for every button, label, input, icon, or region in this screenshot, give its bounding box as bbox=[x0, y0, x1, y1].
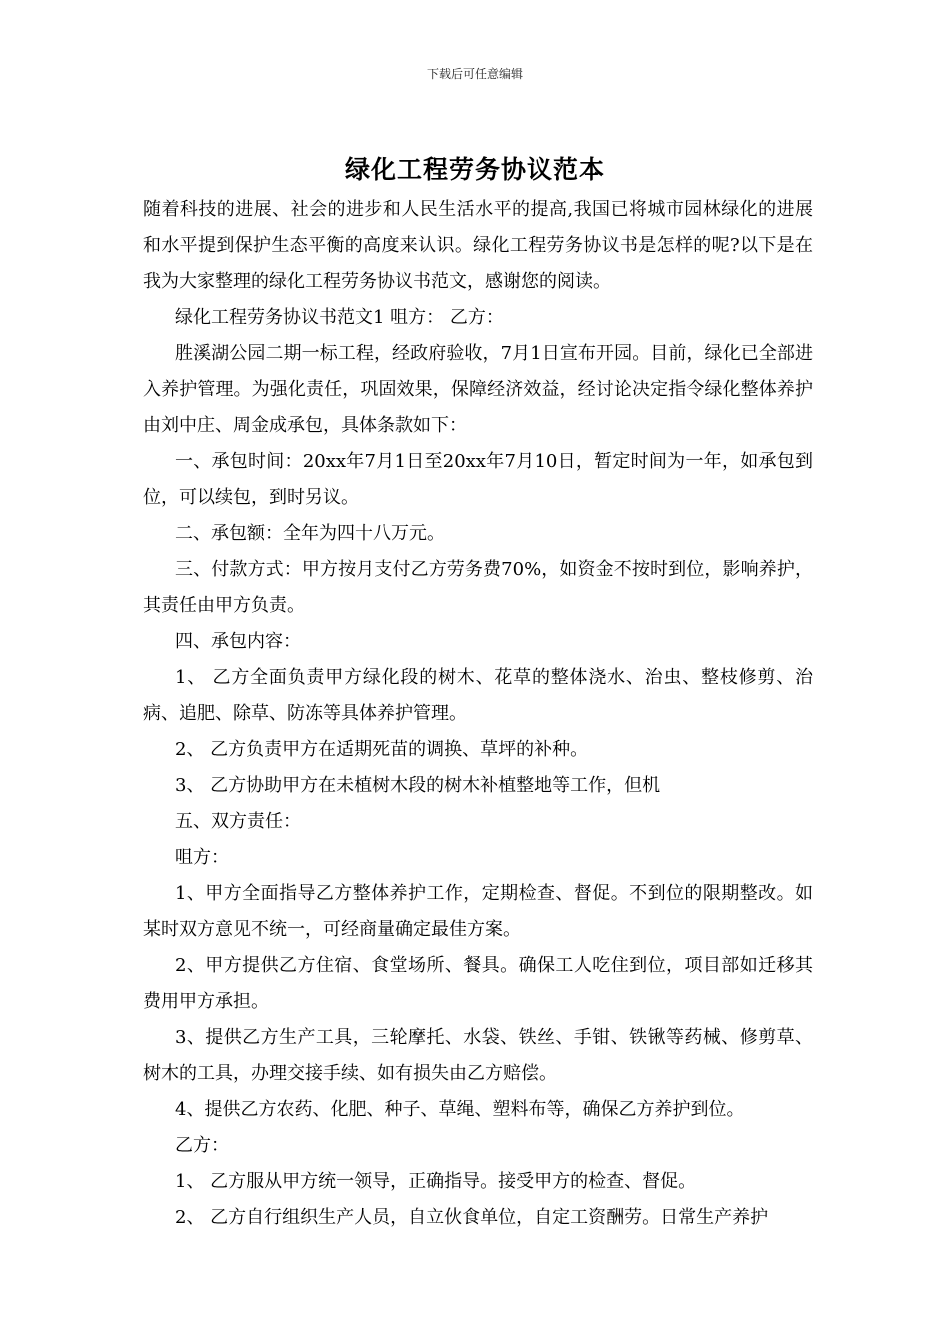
paragraph-party-b-item-1: 1、 乙方服从甲方统一领导，正确指导。接受甲方的检查、督促。 bbox=[175, 1171, 697, 1192]
paragraph-duties-heading: 五、双方责任： bbox=[175, 811, 301, 832]
paragraph-scope-item-3: 3、 乙方协助甲方在未植树木段的树木补植整地等工作，但机 bbox=[175, 775, 661, 796]
paragraph-background: 胜溪湖公园二期一标工程，经政府验收，7月1日宣布开园。目前，绿化已全部进入养护管理。为强化责任，巩固效果，保障经济效益，经讨论决定指令绿化整体养护由刘中庄、周金成承包，具体条款如下： bbox=[143, 343, 813, 436]
paragraph-scope-item-2: 2、 乙方负责甲方在适期死苗的调换、草坪的补种。 bbox=[175, 739, 589, 760]
paragraph-party-b-heading: 乙方： bbox=[175, 1135, 229, 1156]
header-note: 下载后可任意编辑 bbox=[426, 67, 523, 81]
paragraph-party-a-item-2: 2、甲方提供乙方住宿、食堂场所、餐具。确保工人吃住到位，项目部如迁移其费用甲方承担。 bbox=[143, 955, 813, 1012]
document-title: 绿化工程劳务协议范本 bbox=[344, 155, 605, 184]
document-body bbox=[143, 192, 813, 1236]
paragraph-sample-heading: 绿化工程劳务协议书范文1 咀方： 乙方： bbox=[175, 307, 504, 328]
paragraph-scope-heading: 四、承包内容： bbox=[175, 631, 301, 652]
paragraph-scope-item-1: 1、 乙方全面负责甲方绿化段的树木、花草的整体浇水、治虫、整枝修剪、治病、追肥、除草、防冻等具体养护管理。 bbox=[143, 667, 813, 724]
paragraph-party-b-item-2: 2、 乙方自行组织生产人员，自立伙食单位，自定工资酬劳。日常生产养护 bbox=[175, 1207, 769, 1228]
paragraph-intro: 随着科技的进展、社会的进步和人民生活水平的提高,我国已将城市园林绿化的进展和水平提到保护生态平衡的高度来认识。绿化工程劳务协议书是怎样的呢?以下是在我为大家整理的绿化工程劳务协议书范文，感谢您的阅读。 bbox=[143, 199, 813, 292]
paragraph-party-a-item-4: 4、提供乙方农药、化肥、种子、草绳、塑料布等，确保乙方养护到位。 bbox=[175, 1099, 745, 1120]
paragraph-term: 一、承包时间：20xx年7月1日至20xx年7月10日，暂定时间为一年，如承包到位，可以续包，到时另议。 bbox=[143, 451, 813, 508]
paragraph-party-a-item-3: 3、提供乙方生产工具，三轮摩托、水袋、铁丝、手钳、铁锹等药械、修剪草、树木的工具，办理交接手续、如有损失由乙方赔偿。 bbox=[143, 1027, 813, 1084]
paragraph-party-a-item-1: 1、甲方全面指导乙方整体养护工作，定期检查、督促。不到位的限期整改。如某时双方意见不统一，可经商量确定最佳方案。 bbox=[143, 883, 813, 940]
paragraph-amount: 二、承包额：全年为四十八万元。 bbox=[175, 523, 445, 544]
paragraph-payment: 三、付款方式：甲方按月支付乙方劳务费70%，如资金不按时到位，影响养护，其责任由甲方负责。 bbox=[143, 559, 813, 616]
paragraph-party-a-heading: 咀方： bbox=[175, 847, 229, 868]
